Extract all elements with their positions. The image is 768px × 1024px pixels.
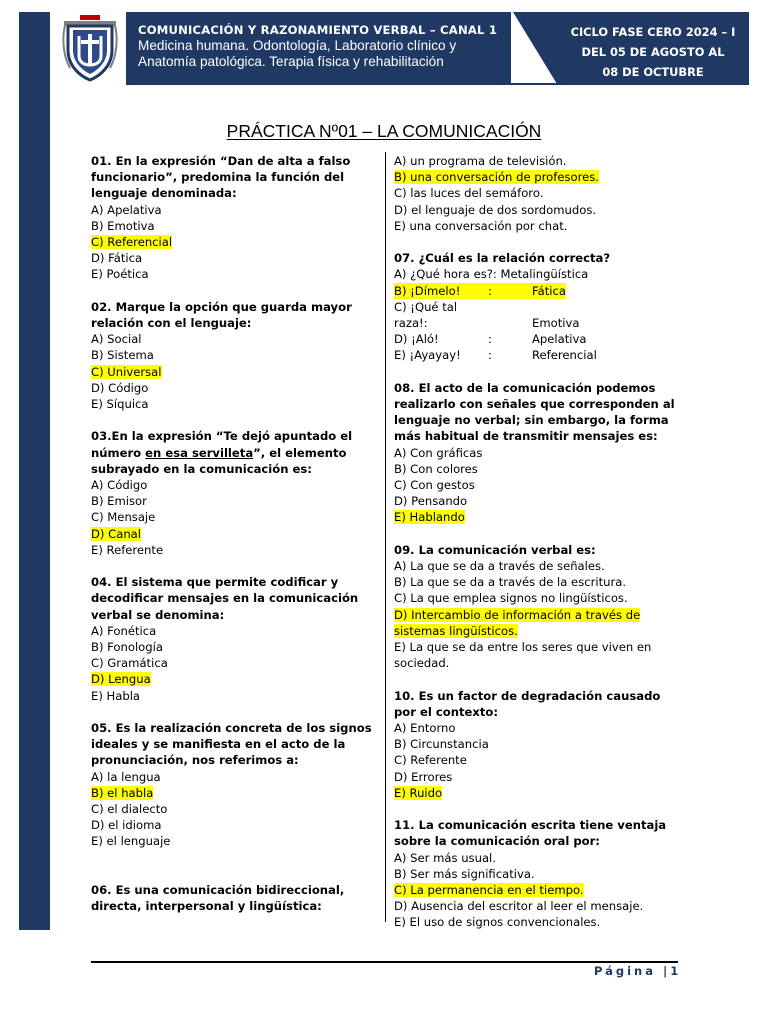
option-e: [394, 347, 684, 363]
option-e-continued: sociedad.: [394, 656, 450, 671]
question-06: [91, 882, 381, 914]
option-a: A) Con gráficas: [394, 445, 483, 460]
option-b: B) Circunstancia: [394, 737, 489, 752]
course-programs-line-1: Medicina humana. Odontología, Laboratorio clínico y: [138, 38, 457, 53]
option-d: D) Código: [91, 380, 149, 395]
column-divider: [385, 152, 386, 922]
option-e: E) Síquica: [91, 397, 149, 412]
question-11: [394, 817, 684, 930]
option-separator: :: [488, 348, 492, 363]
option-d-answer-continued: sistemas lingüísticos.: [394, 623, 518, 638]
question-text: 05. Es la realización concreta de los signos ideales y se manifiesta en el acto de la pronunciación, nos referimos a:: [91, 721, 372, 768]
question-text: 06. Es una comunicación bidireccional, directa, interpersonal y lingüística:: [91, 883, 345, 914]
option-b: B) Emotiva: [91, 218, 155, 233]
option-b: B) La que se da a través de la escritura.: [394, 575, 627, 590]
question-08: [394, 380, 684, 526]
option-e: E) La que se da entre los seres que viven en: [394, 640, 652, 655]
option-expression: E) ¡Ayayay!: [394, 348, 461, 363]
course-programs-line-2: Anatomía patológica. Terapia física y rehabilitación: [138, 53, 444, 69]
practice-title: PRÁCTICA Nº01 – LA COMUNICACIÓN: [226, 121, 542, 141]
option-a: A) Social: [91, 332, 142, 347]
option-e-answer: E) Hablando: [394, 510, 465, 525]
option-function: Referencial: [532, 348, 597, 363]
option-separator: :: [488, 283, 492, 298]
header-rule: [126, 83, 749, 85]
right-column: [394, 153, 684, 947]
option-a: A) la lengua: [91, 769, 161, 784]
option-c: C) Referente: [394, 753, 467, 768]
question-text: 07. ¿Cuál es la relación correcta?: [394, 251, 611, 266]
option-c-answer: C) La permanencia en el tiempo.: [394, 883, 584, 898]
option-b-answer: B) una conversación de profesores.: [394, 170, 599, 185]
option-c: [394, 299, 684, 331]
option-b: B) Con colores: [394, 461, 478, 476]
option-a: A) La que se da a través de señales.: [394, 559, 605, 574]
option-c-answer: C) Referencial: [91, 235, 173, 250]
option-d: D) Fática: [91, 251, 143, 266]
option-b: B) Ser más significativa.: [394, 866, 535, 881]
question-02: [91, 299, 381, 412]
option-a: A) Entorno: [394, 721, 456, 736]
option-expression: B) ¡Dímelo!: [394, 283, 461, 298]
question-05: [91, 720, 381, 866]
option-expression: C) ¡Qué tal raza!:: [394, 299, 458, 331]
question-10: [394, 688, 684, 801]
question-text: 08. El acto de la comunicación podemos realizarlo con señales que corresponden al lenguaje no verbal; sin embargo, la forma más habitual de transmitir mensajes es:: [394, 380, 675, 444]
option-c: C) Gramática: [91, 656, 168, 671]
option-b-answer: [394, 283, 684, 299]
option-d: [394, 331, 684, 347]
option-b: B) Fonología: [91, 640, 163, 655]
question-06-options: [394, 153, 684, 234]
option-a: A) Ser más usual.: [394, 850, 496, 865]
option-e: E) una conversación por chat.: [394, 218, 568, 233]
option-d: D) Errores: [394, 769, 453, 784]
option-d-answer: D) Canal: [91, 526, 142, 541]
option-c: C) Con gestos: [394, 478, 475, 493]
question-01: [91, 153, 381, 283]
cycle-dates: [557, 22, 749, 82]
course-banner: [126, 12, 511, 84]
question-text: 10. Es un factor de degradación causado por el contexto:: [394, 688, 661, 719]
university-crest-icon: [60, 14, 120, 82]
question-text: 09. La comunicación verbal es:: [394, 542, 596, 557]
question-text: [91, 428, 381, 477]
question-text: 01. En la expresión “Dan de alta a falso funcionario”, predomina la función del lenguaje denominada:: [91, 154, 351, 201]
question-text-suffix: ”, el elemento subrayado en la comunicación es:: [91, 445, 347, 476]
option-d-answer: D) Intercambio de información a través de: [394, 607, 641, 622]
cycle-banner: [513, 12, 749, 84]
option-d: D) el idioma: [91, 818, 162, 833]
question-text: 02. Marque la opción que guarda mayor relación con el lenguaje:: [91, 299, 352, 331]
question-07: [394, 250, 684, 363]
option-a: A) Apelativa: [91, 202, 162, 217]
option-c: C) Mensaje: [91, 510, 156, 525]
cycle-start: DEL 05 DE AGOSTO AL: [581, 45, 725, 59]
option-e: E) el lenguaje: [91, 834, 171, 849]
option-e-answer: E) Ruido: [394, 785, 443, 800]
option-d: D) Pensando: [394, 494, 468, 509]
page-number: Página |1: [594, 964, 679, 978]
question-text: 11. La comunicación escrita tiene ventaja sobre la comunicación oral por:: [394, 818, 667, 849]
option-e: E) Referente: [91, 542, 164, 557]
cycle-name: CICLO FASE CERO 2024 – I: [570, 25, 736, 39]
option-c: C) las luces del semáforo.: [394, 186, 544, 201]
page-label: Página: [594, 964, 657, 978]
option-d-answer: D) Lengua: [91, 672, 151, 687]
option-expression: D) ¡Aló!: [394, 332, 439, 347]
option-a: A) ¿Qué hora es?: Metalingüística: [394, 267, 589, 282]
option-function: Apelativa: [532, 332, 587, 347]
cycle-end: 08 DE OCTUBRE: [602, 65, 704, 79]
option-d: D) Ausencia del escritor al leer el mensaje.: [394, 899, 644, 914]
question-text-prefix: 03.En la expresión “Te dejó apuntado el número: [91, 429, 353, 460]
option-c-answer: C) Universal: [91, 364, 162, 379]
option-d: D) el lenguaje de dos sordomudos.: [394, 202, 597, 217]
question-03: [91, 428, 381, 558]
option-b: B) Sistema: [91, 348, 154, 363]
question-09: [394, 542, 684, 672]
question-04: [91, 574, 381, 704]
underlined-phrase: en esa servilleta: [145, 445, 254, 460]
option-c: C) La que emplea signos no lingüísticos.: [394, 591, 628, 606]
option-c: C) el dialecto: [91, 802, 168, 817]
option-b: B) Emisor: [91, 494, 147, 509]
option-a: A) Código: [91, 478, 148, 493]
option-e: E) El uso de signos convencionales.: [394, 915, 601, 930]
option-b-answer: B) el habla: [91, 785, 154, 800]
option-e: E) Habla: [91, 688, 141, 703]
option-function: Emotiva: [532, 316, 580, 331]
footer-rule: [91, 961, 678, 963]
left-column: [91, 153, 381, 931]
option-e: E) Poética: [91, 267, 149, 282]
option-function: Fática: [532, 283, 566, 298]
side-accent-bar: [19, 12, 50, 930]
option-a: A) un programa de televisión.: [394, 154, 567, 168]
option-a: A) Fonética: [91, 623, 157, 638]
option-separator: :: [488, 332, 492, 347]
course-title: COMUNICACIÓN Y RAZONAMIENTO VERBAL – CANAL 1: [138, 23, 498, 37]
question-text: 04. El sistema que permite codificar y decodificar mensajes en la comunicación verbal se denomina:: [91, 575, 359, 622]
page-number-value: 1: [670, 964, 679, 978]
